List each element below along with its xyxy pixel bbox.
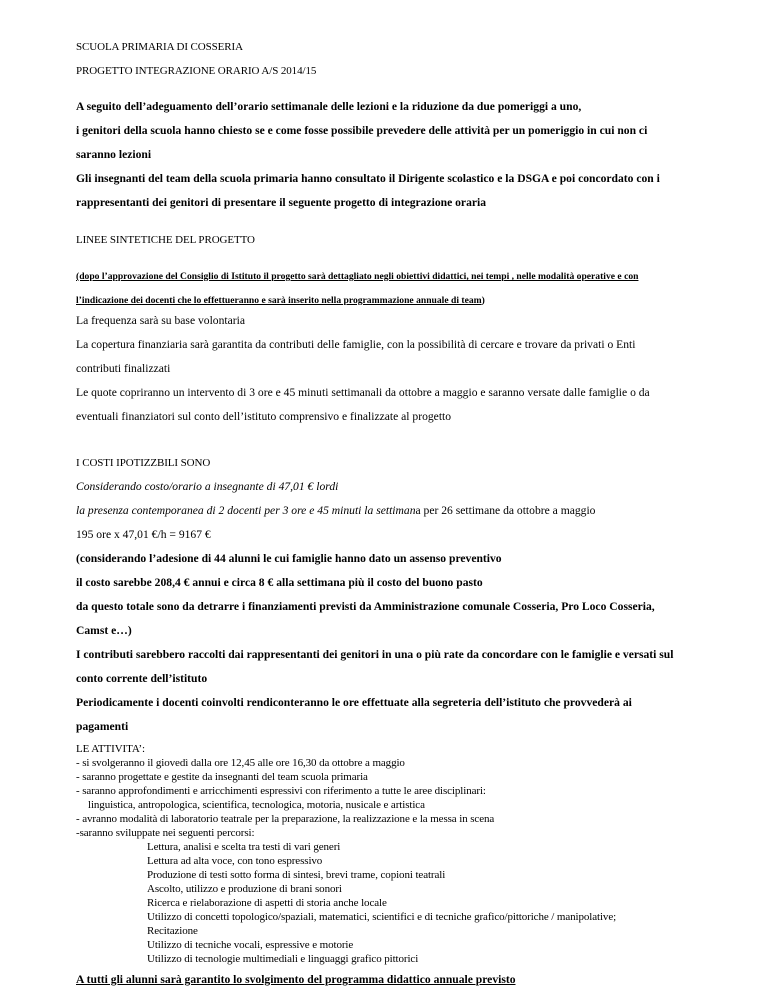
cost-detail: (considerando l’adesione di 44 alunni le cui famiglie hanno dato un assenso preventivo: [76, 552, 502, 565]
activity-path: Recitazione: [147, 925, 198, 937]
activity-path: Utilizzo di tecniche vocali, espressive e motorie: [147, 939, 354, 951]
intro-line: A seguito dell’adeguamento dell’orario settimanale delle lezioni e la riduzione da due pomeriggi a uno,: [76, 100, 582, 113]
school-name: SCUOLA PRIMARIA DI COSSERIA: [76, 41, 243, 53]
funding-line: La copertura finanziaria sarà garantita da contributi delle famiglie, con la possibilità di cercare e trovare da privati o Enti: [76, 338, 636, 351]
cost-presence: [76, 504, 595, 518]
cost-total: 195 ore x 47,01 €/h = 9167 €: [76, 528, 211, 541]
cost-detail: I contributi sarebbero raccolti dai rappresentanti dei genitori in una o più rate da concordare con le famiglie e versati sul: [76, 648, 674, 661]
project-title: PROGETTO INTEGRAZIONE ORARIO A/S 2014/15: [76, 65, 317, 77]
approval-note-close: ): [481, 295, 485, 306]
intro-line: i genitori della scuola hanno chiesto se e come fosse possibile prevedere delle attività per un pomeriggio in cui non ci: [76, 124, 648, 137]
activity-path: Utilizzo di tecnologie multimediali e linguaggi grafico pittorici: [147, 953, 419, 965]
cost-detail: conto corrente dell’istituto: [76, 672, 208, 685]
cost-detail: Camst e…): [76, 624, 132, 637]
activity-item: - avranno modalità di laboratorio teatrale per la preparazione, la realizzazione e la messa in scena: [76, 813, 495, 825]
intro-line: rappresentanti dei genitori di presentare il seguente progetto di integrazione oraria: [76, 196, 487, 209]
cost-detail: pagamenti: [76, 720, 129, 733]
cost-presence-rest: a per 26 settimane da ottobre a maggio: [415, 504, 596, 517]
cost-per-hour: Considerando costo/orario a insegnante di 47,01 € lordi: [76, 480, 339, 493]
activity-path: Lettura ad alta voce, con tono espressivo: [147, 855, 323, 867]
funding-line: eventuali finanziatori sul conto dell’istituto comprensivo e finalizzate al progetto: [76, 410, 452, 423]
cost-detail: da questo totale sono da detrarre i finanziamenti previsti da Amministrazione comunale Cosseria, Pro Loco Cosseria,: [76, 600, 655, 613]
activity-item: - saranno progettate e gestite da insegnanti del team scuola primaria: [76, 771, 368, 783]
approval-note-underlined: l’indicazione dei docenti che lo effettueranno e sarà inserito nella programmazione annuale di team: [76, 295, 482, 306]
cost-detail: Periodicamente i docenti coinvolti rendiconteranno le ore effettuate alla segreteria dell’istituto che provvederà ai: [76, 696, 632, 709]
cost-presence-italic: la presenza contemporanea di 2 docenti per 3 ore e 45 minuti la settiman: [76, 504, 416, 517]
approval-note: (dopo l’approvazione del Consiglio di Istituto il progetto sarà dettagliato negli obiettivi didattici, nei tempi , nelle modalità operative e con: [76, 271, 639, 282]
approval-note: [76, 294, 485, 308]
costs-heading: I COSTI IPOTIZZBILI SONO: [76, 457, 211, 469]
activity-path: Produzione di testi sotto forma di sintesi, brevi trame, copioni teatrali: [147, 869, 446, 881]
activity-path: Utilizzo di concetti topologico/spaziali, matematici, scientifici e di tecniche grafico/pittoriche / manipolative;: [147, 911, 617, 923]
activity-item: - saranno approfondimenti e arricchimenti espressivi con riferimento a tutte le aree disciplinari:: [76, 785, 486, 797]
activity-item: - si svolgeranno il giovedì dalla ore 12,45 alle ore 16,30 da ottobre a maggio: [76, 757, 405, 769]
guarantee-statement: A tutti gli alunni sarà garantito lo svolgimento del programma didattico annuale previsto: [76, 973, 516, 986]
funding-line: La frequenza sarà su base volontaria: [76, 314, 245, 327]
activity-item: linguistica, antropologica, scientifica, tecnologica, motoria, nusicale e artistica: [88, 799, 425, 811]
section-heading: LINEE SINTETICHE DEL PROGETTO: [76, 234, 255, 246]
activity-path: Ricerca e rielaborazione di aspetti di storia anche locale: [147, 897, 387, 909]
activity-item: -saranno sviluppate nei seguenti percorsi:: [76, 827, 255, 839]
intro-line: Gli insegnanti del team della scuola primaria hanno consultato il Dirigente scolastico e la DSGA e poi concordato con i: [76, 172, 660, 185]
funding-line: contributi finalizzati: [76, 362, 171, 375]
activity-path: Ascolto, utilizzo e produzione di brani sonori: [147, 883, 342, 895]
cost-detail: il costo sarebbe 208,4 € annui e circa 8 € alla settimana più il costo del buono pasto: [76, 576, 483, 589]
activities-heading: LE ATTIVITA’:: [76, 743, 145, 755]
activity-path: Lettura, analisi e scelta tra testi di vari generi: [147, 841, 341, 853]
intro-line: saranno lezioni: [76, 148, 152, 161]
funding-line: Le quote copriranno un intervento di 3 ore e 45 minuti settimanali da ottobre a maggio e saranno versate dalle famiglie o da: [76, 386, 650, 399]
